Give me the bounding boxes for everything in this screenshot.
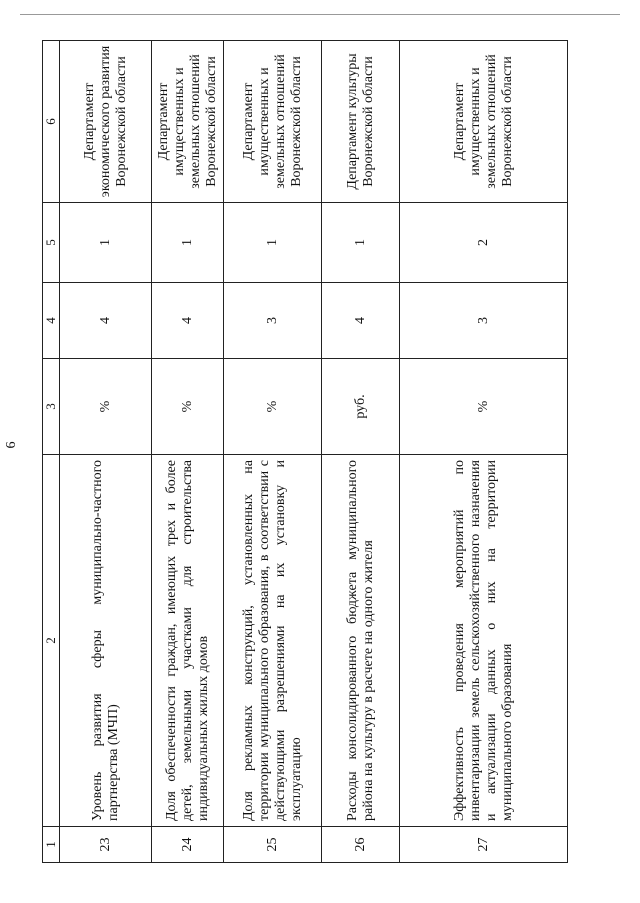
department: Департамент имущественных и земельных отношений Воронежской области — [224, 41, 322, 203]
page-edge-line — [20, 14, 620, 15]
indicator-name: Доля обеспеченности граждан, имеющих трех и более детей, земельными участками для строительства индивидуальных жилых домов — [152, 455, 224, 827]
table-row — [322, 41, 400, 863]
header-cell: 1 — [43, 827, 60, 863]
indicators-table — [42, 40, 568, 863]
unit: % — [60, 359, 152, 455]
header-cell: 5 — [43, 203, 60, 283]
table-row — [60, 41, 152, 863]
row-number: 27 — [400, 827, 568, 863]
value-col4: 4 — [60, 283, 152, 359]
department: Департамент культуры Воронежской области — [322, 41, 400, 203]
indicator-name: Эффективность проведения мероприятий по инвентаризации земель сельскохозяйственного назначения и актуализации данных о них на территории муниципального образования — [400, 455, 568, 827]
value-col4: 3 — [400, 283, 568, 359]
header-cell: 3 — [43, 359, 60, 455]
header-row — [43, 41, 60, 863]
value-col4: 4 — [322, 283, 400, 359]
table-row — [152, 41, 224, 863]
department: Департамент имущественных и земельных отношений Воронежской области — [152, 41, 224, 203]
row-number: 24 — [152, 827, 224, 863]
department: Департамент экономического развития Воронежской области — [60, 41, 152, 203]
unit: % — [224, 359, 322, 455]
unit: % — [152, 359, 224, 455]
value-col4: 3 — [224, 283, 322, 359]
value-col4: 4 — [152, 283, 224, 359]
row-number: 23 — [60, 827, 152, 863]
header-cell: 6 — [43, 41, 60, 203]
department: Департамент имущественных и земельных отношений Воронежской области — [400, 41, 568, 203]
indicator-name: Доля рекламных конструкций, установленных на территории муниципального образования, в соответствии с действующими разрешениями на их установку и эксплуатацию — [224, 455, 322, 827]
header-cell: 4 — [43, 283, 60, 359]
value-col5: 2 — [400, 203, 568, 283]
row-number: 25 — [224, 827, 322, 863]
unit: руб. — [322, 359, 400, 455]
table-row — [224, 41, 322, 863]
value-col5: 1 — [224, 203, 322, 283]
value-col5: 1 — [152, 203, 224, 283]
value-col5: 1 — [60, 203, 152, 283]
unit: % — [400, 359, 568, 455]
indicator-name: Расходы консолидированного бюджета муниципального района на культуру в расчете на одного жителя — [322, 455, 400, 827]
table-row — [400, 41, 568, 863]
row-number: 26 — [322, 827, 400, 863]
header-cell: 2 — [43, 455, 60, 827]
indicator-name: Уровень развития сферы муниципально-частного партнерства (МЧП) — [60, 455, 152, 827]
value-col5: 1 — [322, 203, 400, 283]
page-number: 6 — [4, 441, 19, 449]
